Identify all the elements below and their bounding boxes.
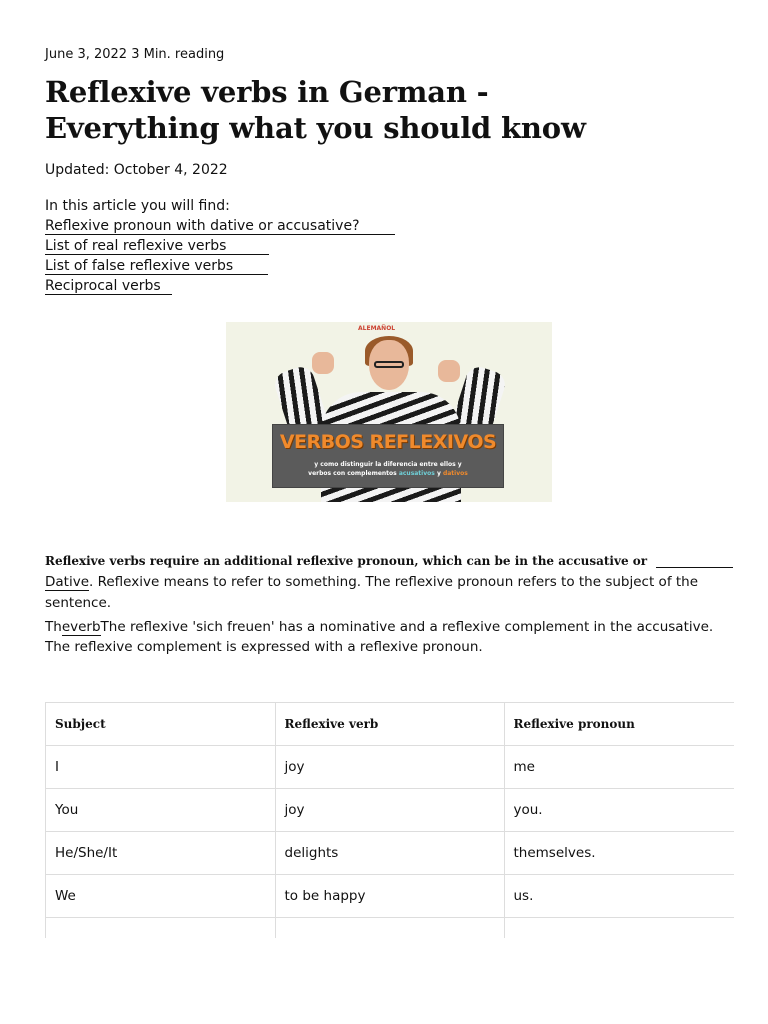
- glasses-icon: [374, 361, 404, 368]
- cell-verb: delights: [275, 832, 504, 875]
- toc-link-false-reflexive[interactable]: List of false reflexive verbs: [45, 258, 268, 275]
- table-row: [46, 918, 734, 939]
- cell-verb: joy: [275, 746, 504, 789]
- verb-link[interactable]: everb: [61, 619, 101, 635]
- toc-link-reciprocal[interactable]: Reciprocal verbs: [45, 278, 172, 295]
- cell-pronoun: [504, 918, 734, 939]
- banner-title: VERBOS REFLEXIVOS: [279, 431, 497, 453]
- intro-bold-text: Reflexive verbs require an additional reflexive pronoun, which can be in the accusative or: [45, 554, 648, 568]
- intro-paragraph: [45, 551, 733, 614]
- cell-verb: [275, 918, 504, 939]
- banner-subtitle: y como distinguir la diferencia entre ellos y verbos con complementos acusativos y dativos: [308, 461, 468, 477]
- cell-pronoun: you.: [504, 789, 734, 832]
- brand-logo: ALEMAÑOL: [358, 325, 396, 332]
- table-row: [46, 832, 734, 875]
- header-reflexive-pronoun: Reflexive pronoun: [504, 703, 734, 746]
- hero-banner: [272, 424, 504, 488]
- cell-verb: to be happy: [275, 875, 504, 918]
- cell-pronoun: me: [504, 746, 734, 789]
- updated-date: Updated: October 4, 2022: [45, 162, 228, 178]
- toc-link-reflexive-pronoun[interactable]: Reflexive pronoun with dative or accusative?: [45, 218, 395, 235]
- reflexive-table: [45, 702, 734, 938]
- header-subject: Subject: [46, 703, 275, 746]
- cell-subject: He/She/It: [46, 832, 275, 875]
- left-fist: [312, 352, 334, 374]
- table-header-row: [46, 703, 734, 746]
- table-row: [46, 789, 734, 832]
- table-row: [46, 875, 734, 918]
- cell-pronoun: us.: [504, 875, 734, 918]
- underline-gap: [656, 567, 733, 568]
- right-fist: [438, 360, 460, 382]
- cell-pronoun: themselves.: [504, 832, 734, 875]
- cell-subject: [46, 918, 275, 939]
- article-meta: June 3, 2022 3 Min. reading: [45, 47, 225, 62]
- table-row: [46, 746, 734, 789]
- table-of-contents: [45, 196, 395, 296]
- second-paragraph: TheverbThe reflexive 'sich freuen' has a nominative and a reflexive complement in the accusative. The reflexive complement is expressed with a reflexive pronoun.: [45, 619, 714, 655]
- intro-rest-text: . Reflexive means to refer to something. The reflexive pronoun refers to the subject of the sentence.: [45, 574, 699, 611]
- toc-intro: In this article you will find:: [45, 198, 230, 214]
- hero-image: [226, 322, 552, 502]
- cell-subject: You: [46, 789, 275, 832]
- cell-subject: I: [46, 746, 275, 789]
- article-title: Reflexive verbs in German - Everything what you should know: [45, 75, 586, 145]
- dative-link[interactable]: Dative: [45, 574, 90, 590]
- cell-verb: joy: [275, 789, 504, 832]
- header-reflexive-verb: Reflexive verb: [275, 703, 504, 746]
- cell-subject: We: [46, 875, 275, 918]
- toc-link-real-reflexive[interactable]: List of real reflexive verbs: [45, 238, 269, 255]
